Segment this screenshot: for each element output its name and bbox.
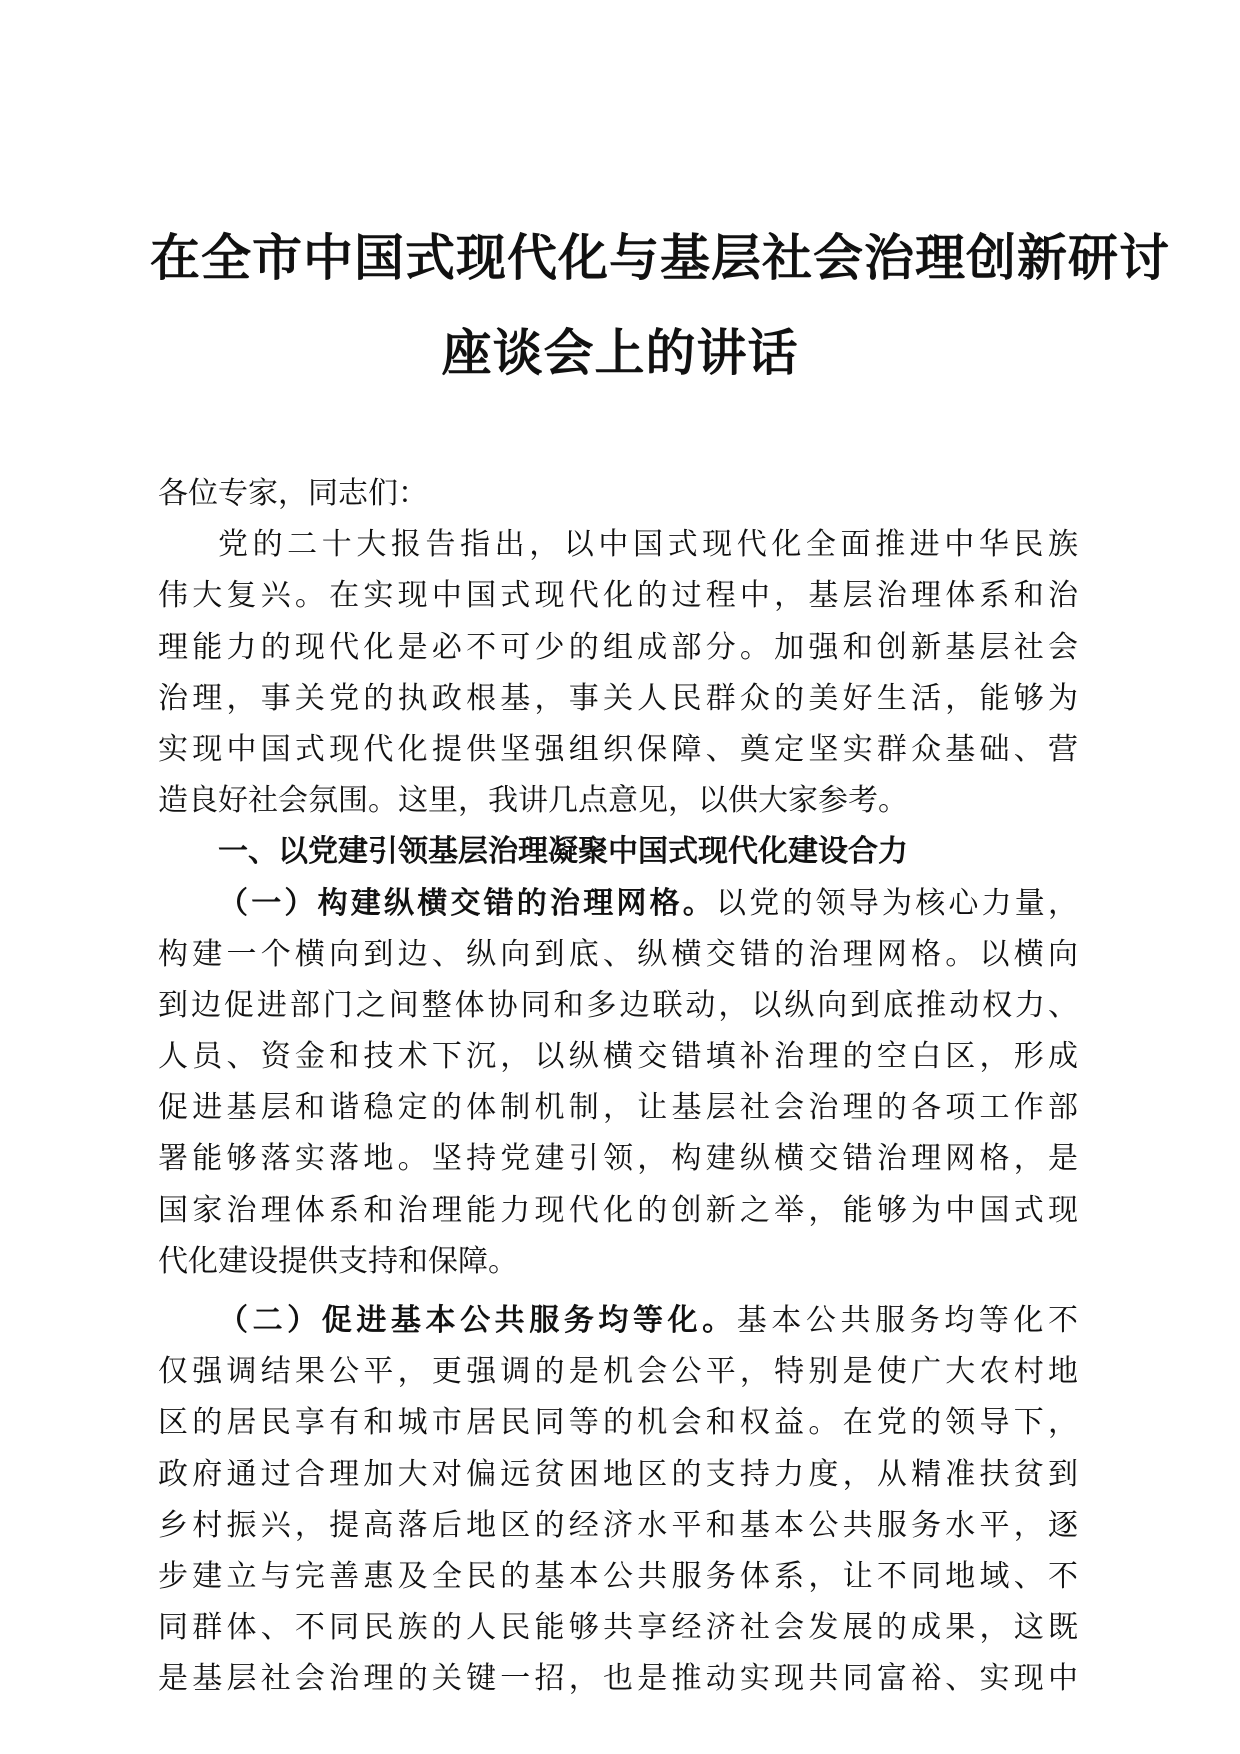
paragraph-line: 代化建设提供支持和保障。 bbox=[158, 1243, 518, 1279]
paragraph-line: 区的居民享有和城市居民同等的机会和权益。在党的领导下， bbox=[158, 1405, 1078, 1441]
paragraph-line: 伟大复兴。在实现中国式现代化的过程中，基层治理体系和治 bbox=[158, 578, 1078, 614]
salutation: 各位专家，同志们： bbox=[158, 476, 428, 511]
paragraph-line: 乡村振兴，提高落后地区的经济水平和基本公共服务水平，逐 bbox=[158, 1507, 1078, 1543]
section-heading-1: 一、以党建引领基层治理凝聚中国式现代化建设合力 bbox=[218, 834, 908, 870]
paragraph-line: 政府通过合理加大对偏远贫困地区的支持力度，从精准扶贫到 bbox=[158, 1456, 1078, 1492]
paragraph-text: 以党的领导为核心力量， bbox=[716, 885, 1078, 921]
paragraph-line: 理能力的现代化是必不可少的组成部分。加强和创新基层社会 bbox=[158, 629, 1078, 665]
paragraph-line: 造良好社会氛围。这里，我讲几点意见，以供大家参考。 bbox=[158, 783, 908, 819]
paragraph-line: 人员、资金和技术下沉，以纵横交错填补治理的空白区，形成 bbox=[158, 1039, 1078, 1075]
paragraph-line: 步建立与完善惠及全民的基本公共服务体系，让不同地域、不 bbox=[158, 1558, 1078, 1594]
paragraph-line: 治理，事关党的执政根基，事关人民群众的美好生活，能够为 bbox=[158, 680, 1078, 716]
paragraph-line: 实现中国式现代化提供坚强组织保障、奠定坚实群众基础、营 bbox=[158, 731, 1078, 767]
paragraph-line: 构建一个横向到边、纵向到底、纵横交错的治理网格。以横向 bbox=[158, 936, 1078, 972]
paragraph-spacer bbox=[158, 1287, 1078, 1295]
paragraph-line: 同群体、不同民族的人民能够共享经济社会发展的成果，这既 bbox=[158, 1610, 1078, 1646]
document-body bbox=[158, 468, 1078, 1705]
document-title-line-1: 在全市中国式现代化与基层社会治理创新研讨 bbox=[150, 228, 1170, 287]
intro-paragraph bbox=[158, 519, 1078, 826]
subsection-1-title: （一）构建纵横交错的治理网格。 bbox=[218, 885, 716, 921]
paragraph-line: 署能够落实落地。坚持党建引领，构建纵横交错治理网格，是 bbox=[158, 1141, 1078, 1177]
paragraph-line: 到边促进部门之间整体协同和多边联动，以纵向到底推动权力、 bbox=[158, 987, 1078, 1023]
subsection-2-paragraph bbox=[158, 1295, 1078, 1705]
subsection-1-paragraph bbox=[158, 878, 1078, 1288]
paragraph-line: 仅强调结果公平，更强调的是机会公平，特别是使广大农村地 bbox=[158, 1354, 1078, 1390]
paragraph-line bbox=[158, 878, 1078, 929]
paragraph-line: 党的二十大报告指出，以中国式现代化全面推进中华民族 bbox=[218, 527, 1078, 563]
paragraph-line: 是基层社会治理的关键一招，也是推动实现共同富裕、实现中 bbox=[158, 1661, 1078, 1697]
subsection-2-title: （二）促进基本公共服务均等化。 bbox=[218, 1303, 737, 1338]
paragraph-text: 基本公共服务均等化不 bbox=[736, 1303, 1078, 1338]
document-title-line-2: 座谈会上的讲话 bbox=[441, 323, 799, 382]
paragraph-line: 国家治理体系和治理能力现代化的创新之举，能够为中国式现 bbox=[158, 1192, 1078, 1228]
paragraph-line: 促进基层和谐稳定的体制机制，让基层社会治理的各项工作部 bbox=[158, 1090, 1078, 1126]
paragraph-line bbox=[158, 1295, 1078, 1346]
